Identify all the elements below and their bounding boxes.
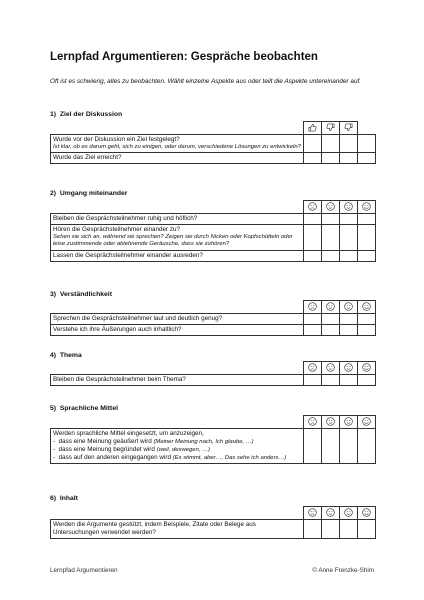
section-heading-5: 5) Sprachliche Mittel: [50, 405, 118, 412]
table-row: [51, 153, 376, 164]
rating-cell[interactable]: [358, 224, 376, 250]
question-text: Werden die Argumente gestützt, indem Beispiele, Zitate oder Belege aus Untersuchungen verwendet werden?: [51, 519, 304, 538]
table-row: [51, 250, 376, 261]
rating-cell[interactable]: [304, 134, 322, 153]
question-text: Hören die Gesprächsteilnehmer einander zu?: [53, 225, 181, 233]
question-text: Werden sprachliche Mittel eingesetzt, um anzuzeigen,: [53, 429, 204, 437]
section-table-5: [50, 415, 376, 464]
happy-face-icon: [358, 201, 376, 214]
rating-cell[interactable]: [304, 428, 322, 464]
thumbs-down-icon: [322, 122, 340, 135]
neutral-face-icon: [322, 416, 340, 429]
question-text: Lassen die Gesprächsteilnehmer einander ausreden?: [51, 250, 304, 261]
smile-face-icon: [340, 301, 358, 314]
table-row: [51, 374, 376, 385]
rating-cell[interactable]: [358, 213, 376, 224]
intro-text: Oft ist es schwierig, alles zu beobachten. Wählt einzelne Aspekte aus oder teilt die Aspekte untereinander auf.: [50, 78, 362, 85]
list-item: - dass eine Meinung begründet wird (weil, deswegen, …): [53, 445, 210, 453]
neutral-face-icon: [322, 362, 340, 375]
table-row: [51, 324, 376, 335]
rating-cell[interactable]: [340, 324, 358, 335]
rating-cell[interactable]: [340, 313, 358, 324]
smile-face-icon: [340, 362, 358, 375]
section-table-2: [50, 200, 376, 262]
thumbs-up-icon: [304, 122, 322, 135]
question-text: Wurde vor der Diskussion ein Ziel festgelegt?: [53, 135, 180, 143]
neutral-face-icon: [322, 507, 340, 520]
rating-cell[interactable]: [322, 224, 340, 250]
thumbs-down-icon: [340, 122, 358, 135]
table-row: [51, 224, 376, 250]
rating-cell[interactable]: [322, 134, 340, 153]
section-heading-2: 2) Umgang miteinander: [50, 190, 128, 197]
rating-cell[interactable]: [304, 213, 322, 224]
rating-cell[interactable]: [358, 324, 376, 335]
sad-face-icon: [304, 301, 322, 314]
page-title: Lernpfad Argumentieren: Gespräche beobachten: [50, 51, 318, 63]
rating-cell[interactable]: [340, 153, 358, 164]
neutral-face-icon: [322, 301, 340, 314]
table-row: [51, 313, 376, 324]
rating-cell[interactable]: [340, 134, 358, 153]
rating-cell[interactable]: [322, 324, 340, 335]
rating-cell[interactable]: [304, 313, 322, 324]
rating-cell[interactable]: [358, 519, 376, 538]
rating-cell[interactable]: [358, 250, 376, 261]
question-text: Wurde das Ziel erreicht?: [51, 153, 304, 164]
section-heading-6: 6) Inhalt: [50, 495, 78, 502]
rating-cell[interactable]: [358, 134, 376, 153]
rating-cell[interactable]: [358, 428, 376, 464]
section-heading-1: 1) Ziel der Diskussion: [50, 111, 123, 118]
rating-cell[interactable]: [340, 250, 358, 261]
smile-face-icon: [340, 416, 358, 429]
question-text: Sprechen die Gesprächsteilnehmer laut und deutlich genug?: [51, 313, 304, 324]
smile-face-icon: [340, 201, 358, 214]
rating-cell[interactable]: [322, 313, 340, 324]
happy-face-icon: [358, 301, 376, 314]
question-hint: Sehen sie sich an, während sie sprechen? Zeigen sie durch Nicken oder Kopfschütteln oder leise zustimmende oder ablehnende Geräusche, dass sie zuhören?: [53, 233, 293, 248]
section-heading-3: 3) Verständlichkeit: [50, 291, 112, 298]
section-table-1: [50, 121, 376, 164]
happy-face-icon: [358, 507, 376, 520]
rating-cell[interactable]: [340, 519, 358, 538]
smile-face-icon: [340, 507, 358, 520]
table-row: [51, 519, 376, 538]
sad-face-icon: [304, 416, 322, 429]
sad-face-icon: [304, 362, 322, 375]
rating-cell[interactable]: [304, 224, 322, 250]
rating-cell[interactable]: [340, 428, 358, 464]
footer-left: Lernpfad Argumentieren: [50, 567, 118, 574]
list-item: - dass auf den anderen eingegangen wird (Es stimmt, aber…, Das sehe ich anders…): [53, 454, 287, 462]
list-item: - dass eine Meinung geäußert wird (Meiner Meinung nach, Ich glaube, …): [53, 437, 254, 445]
rating-cell[interactable]: [322, 153, 340, 164]
sad-face-icon: [304, 507, 322, 520]
happy-face-icon: [358, 416, 376, 429]
section-table-4: [50, 361, 376, 386]
rating-cell[interactable]: [322, 250, 340, 261]
section-table-3: [50, 300, 376, 336]
rating-cell[interactable]: [304, 153, 322, 164]
footer-right: © Anne Frenzke-Shim: [312, 567, 374, 574]
rating-cell[interactable]: [322, 213, 340, 224]
question-text: Bleiben die Gesprächsteilnehmer beim Thema?: [51, 374, 304, 385]
question-hint: Ist klar, ob es darum geht, sich zu einigen, oder darum, verschiedene Lösungen zu entwickeln?: [53, 143, 301, 150]
rating-cell[interactable]: [304, 519, 322, 538]
rating-cell[interactable]: [322, 428, 340, 464]
rating-cell[interactable]: [304, 374, 322, 385]
rating-cell[interactable]: [322, 374, 340, 385]
rating-cell[interactable]: [358, 313, 376, 324]
rating-cell[interactable]: [358, 153, 376, 164]
rating-cell[interactable]: [304, 324, 322, 335]
rating-cell[interactable]: [358, 374, 376, 385]
happy-face-icon: [358, 362, 376, 375]
rating-cell[interactable]: [340, 213, 358, 224]
table-row: [51, 134, 376, 153]
section-table-6: [50, 506, 376, 539]
rating-cell[interactable]: [340, 374, 358, 385]
sad-face-icon: [304, 201, 322, 214]
table-row: [51, 213, 376, 224]
neutral-face-icon: [322, 201, 340, 214]
question-text: Verstehe ich ihre Äußerungen auch inhaltlich?: [51, 324, 304, 335]
rating-cell[interactable]: [304, 250, 322, 261]
section-heading-4: 4) Thema: [50, 352, 82, 359]
table-row: [51, 428, 376, 464]
rating-cell[interactable]: [322, 519, 340, 538]
question-text: Bleiben die Gesprächsteilnehmer ruhig und höflich?: [51, 213, 304, 224]
rating-cell[interactable]: [340, 224, 358, 250]
